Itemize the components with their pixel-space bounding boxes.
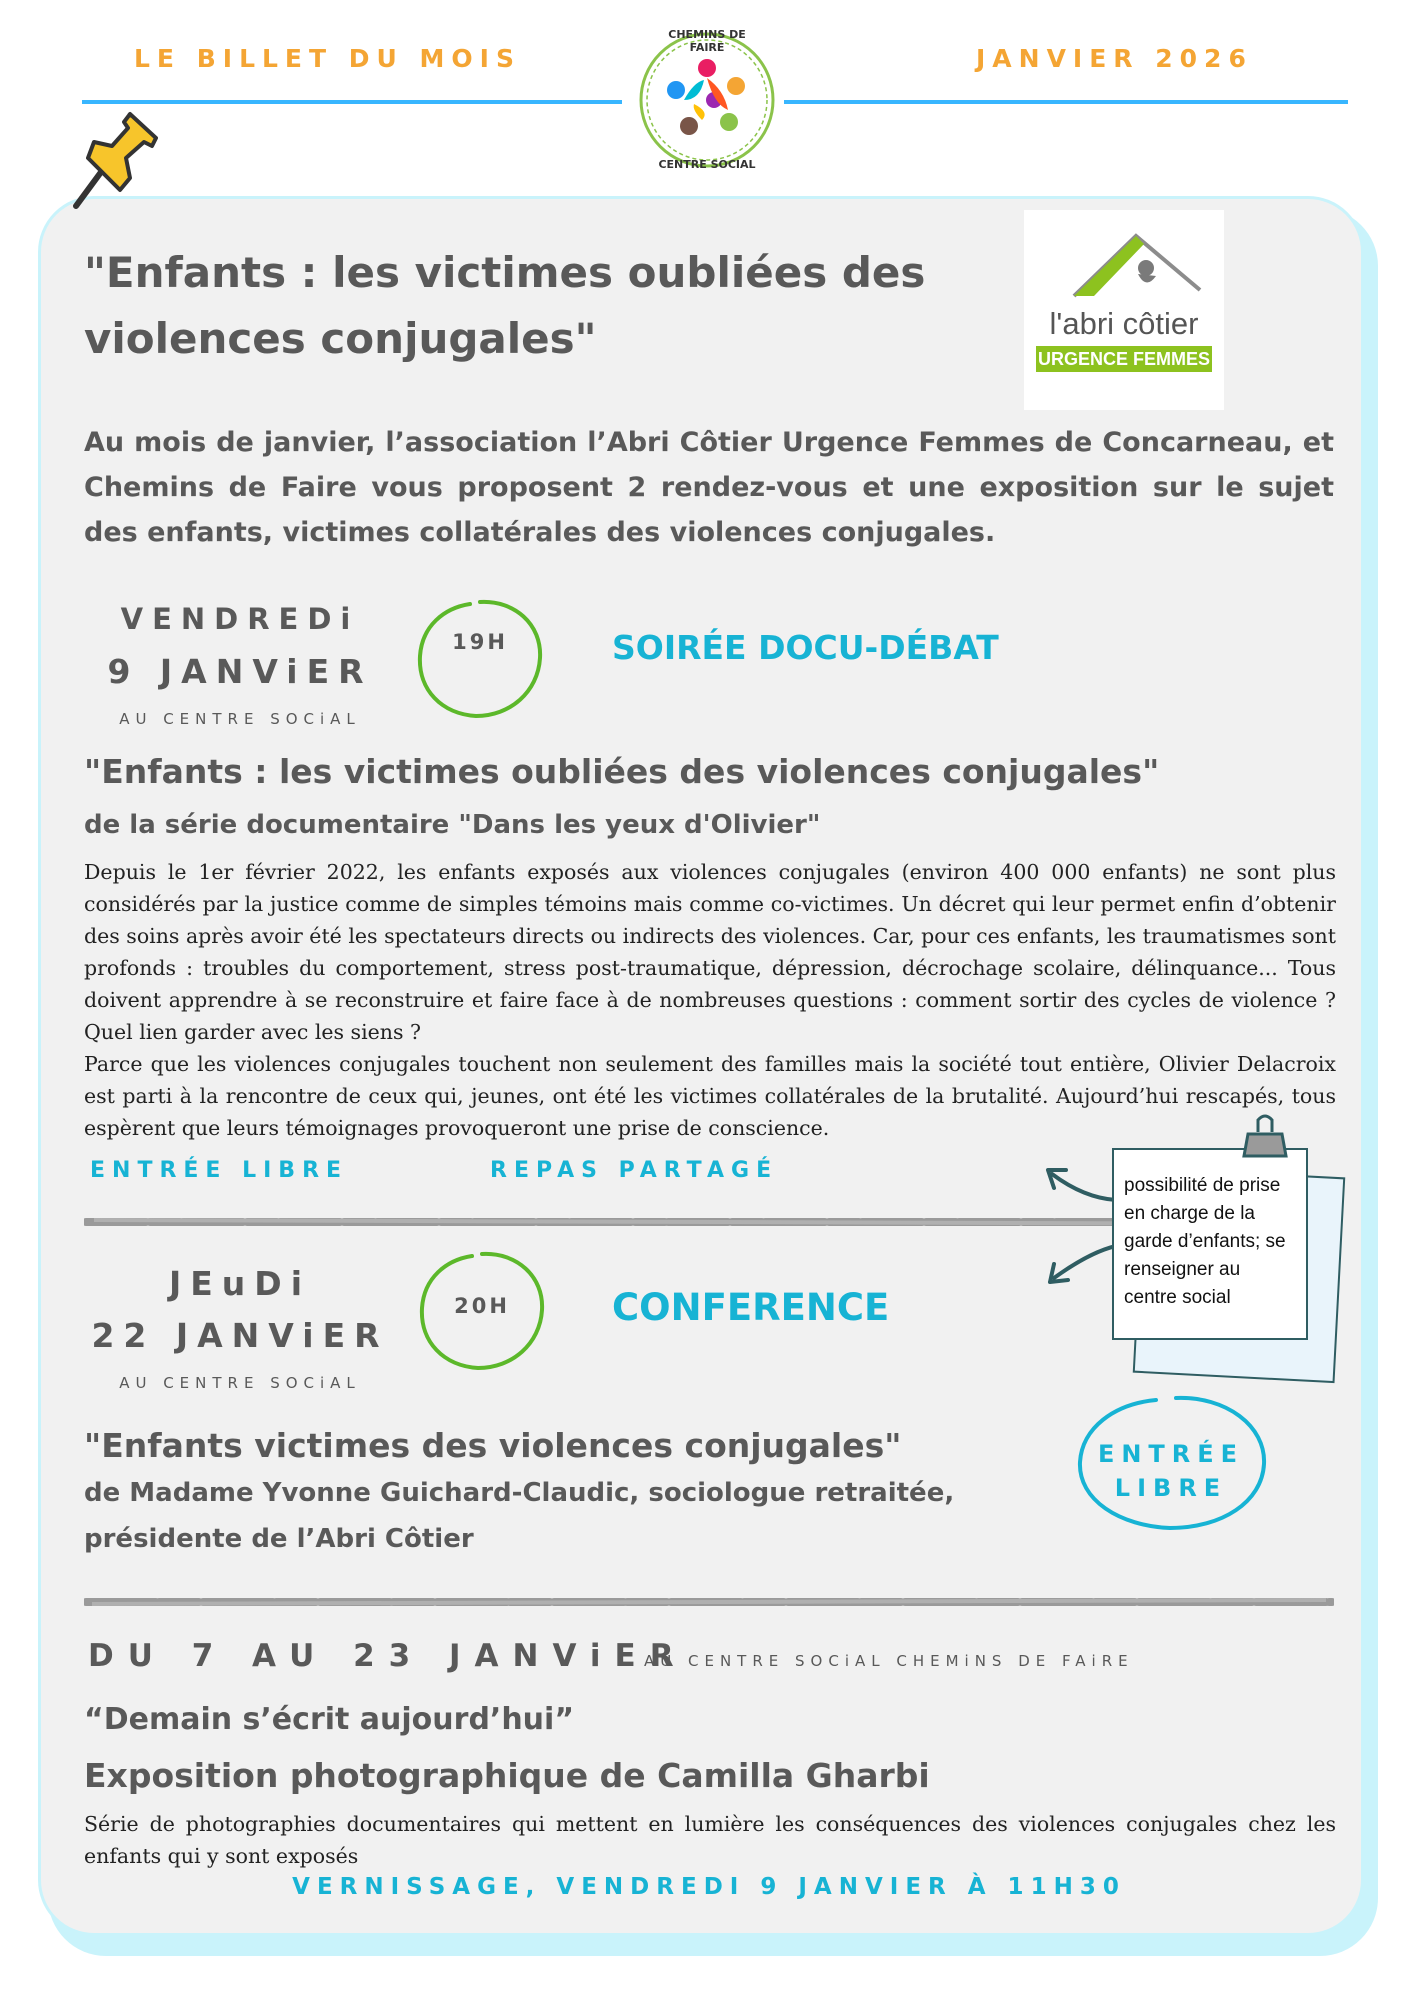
- abri-cotier-tag: URGENCE FEMMES: [1036, 346, 1212, 372]
- main-title: [84, 240, 984, 372]
- event2-place: AU CENTRE SOCiAL: [119, 1374, 361, 1392]
- header-rule-right: [784, 100, 1348, 104]
- header-right: JANVIER 2026: [976, 44, 1253, 73]
- intro-text: Au mois de janvier, l’association l’Abri Côtier Urgence Femmes de Concarneau, et Chemins de Faire vous proposent 2 rendez-vous et une exposition sur le sujet des enfants, victimes collatérales des violences conjugales.: [84, 427, 1334, 548]
- arrow-left-down-icon: [1040, 1238, 1120, 1292]
- exhibition-dates: DU 7 AU 23 JANViER: [88, 1638, 688, 1674]
- event2-subtitle2: présidente de l’Abri Côtier: [84, 1524, 474, 1554]
- event1-subtitle: de la série documentaire "Dans les yeux d'Olivier": [84, 810, 821, 840]
- logo-top-text: CHEMINS DE FAIRE: [668, 28, 746, 54]
- exhibition-title: “Demain s’écrit aujourd’hui”: [84, 1702, 575, 1737]
- exhibition-place: AU CENTRE SOCiAL CHEMiNS DE FAiRE: [644, 1652, 1134, 1670]
- pushpin-icon: [58, 108, 168, 222]
- event2-badge-line1: ENTRÉE: [1097, 1440, 1245, 1468]
- event2-subtitle1: de Madame Yvonne Guichard-Claudic, sociologue retraitée,: [84, 1478, 955, 1508]
- header-left: LE BILLET DU MOIS: [134, 44, 521, 73]
- event2-type: CONFERENCE: [612, 1286, 890, 1329]
- abri-cotier-logo: [1024, 210, 1224, 410]
- event1-time: 19H: [452, 630, 508, 654]
- event2-badge-line2: LIBRE: [1114, 1474, 1228, 1502]
- separator-2: [84, 1590, 1334, 1618]
- event1-paragraph2: Parce que les violences conjugales touchent non seulement des familles mais la société tout entière, Olivier Delacroix est parti à la rencontre de ceux qui, jeunes, ont été les victimes collatérales de la brutalité. Aujourd’hui rescapés, tous espèrent que leurs témoignages provoqueront une prise de conscience.: [84, 1052, 1336, 1140]
- event2-title: "Enfants victimes des violences conjugales": [84, 1426, 902, 1465]
- main-title-line2: violences conjugales": [84, 314, 597, 363]
- event1-title: "Enfants : les victimes oubliées des violences conjugales": [84, 752, 1160, 791]
- event1-date: 9 JANViER: [107, 652, 373, 691]
- event1-day: VENDREDi: [120, 602, 360, 636]
- event1-place: AU CENTRE SOCiAL: [119, 710, 361, 728]
- event1-description: [84, 856, 1336, 1144]
- exhibition-subtitle: Exposition photographique de Camilla Gharbi: [84, 1756, 930, 1795]
- event2-time: 20H: [454, 1294, 510, 1318]
- arrow-left-up-icon: [1040, 1160, 1120, 1214]
- event2-day: JEuDi: [168, 1264, 312, 1303]
- chemins-de-faire-logo: [632, 20, 782, 180]
- event1-type: SOIRÉE DOCU-DÉBAT: [612, 628, 999, 667]
- paperclip-icon: [1242, 1112, 1288, 1168]
- event1-tag-repas: REPAS PARTAGÉ: [490, 1158, 779, 1183]
- event1-time-circle-icon: [410, 594, 550, 728]
- childcare-note-text: possibilité de prise en charge de la garde d’enfants; se renseigner au centre social: [1124, 1175, 1286, 1308]
- event1-tag-entree: ENTRÉE LIBRE: [90, 1158, 349, 1183]
- exhibition-description: Série de photographies documentaires qui mettent en lumière les conséquences des violences conjugales chez les enfants qui y sont exposés: [84, 1812, 1336, 1868]
- event1-paragraph1: Depuis le 1er février 2022, les enfants exposés aux violences conjugales (environ 400 000 enfants) ne sont plus considérés par la justice comme de simples témoins mais comme co-victimes. Un décret qui leur permet enfin d’obtenir des soins après avoir été les spectateurs directs ou indirects des violences. Car, pour ces enfants, les traumatismes sont profonds : troubles du comportement, stress post-traumatique, dépression, décrochage scolaire, délinquance... Tous doivent apprendre à se reconstruire et faire face à de nombreuses questions : comment sortir des cycles de violence ? Quel lien garder avec les siens ?: [84, 860, 1336, 1044]
- childcare-note: [1112, 1148, 1308, 1340]
- header-rule-left: [82, 100, 622, 104]
- main-title-line1: "Enfants : les victimes oubliées des: [84, 248, 926, 297]
- abri-cotier-name: l'abri côtier: [1049, 306, 1199, 341]
- vernissage-info: VERNISSAGE, VENDREDI 9 JANVIER À 11H30: [292, 1874, 1126, 1900]
- logo-bottom-text: CENTRE SOCIAL: [658, 158, 756, 171]
- event2-date: 22 JANViER: [91, 1316, 389, 1355]
